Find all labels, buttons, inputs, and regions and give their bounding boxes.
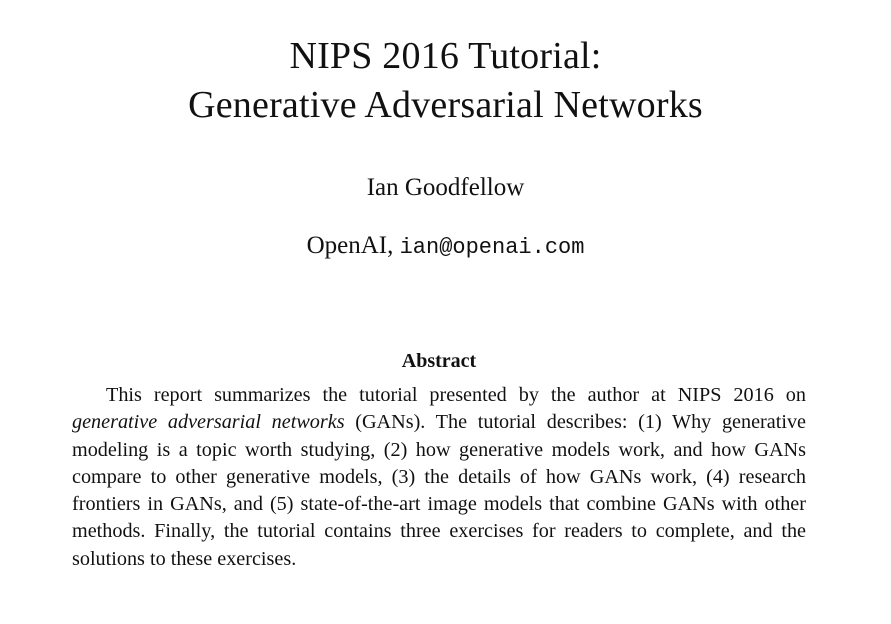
author-name: Ian Goodfellow <box>366 174 525 201</box>
paper-title-line-2: Generative Adversarial Networks <box>188 84 703 126</box>
abstract-text-part-1: This report summarizes the tutorial presented by the author at NIPS 2016 on <box>106 384 806 406</box>
abstract-emphasis: generative adversarial networks <box>72 411 345 434</box>
abstract-body <box>72 382 806 573</box>
author-email: ian@openai.com <box>399 235 585 260</box>
paper-title <box>0 32 891 130</box>
paper-title-line-1: NIPS 2016 Tutorial: <box>289 35 602 77</box>
abstract-text-part-2: (GANs). The tutorial describes: (1) Why generative modeling is a topic worth studying, (2) how generative models work, and how GANs compare to other generative models, (3) the details of how GANs work, (4) research frontiers in GANs, and (5) state-of-the-art image models that combine GANs with other methods. Finally, the tutorial contains three exercises for readers to complete, and the solutions to these exercises. <box>72 411 807 570</box>
author-affiliation <box>0 230 891 264</box>
abstract-heading: Abstract <box>401 350 477 372</box>
affiliation-org: OpenAI, <box>306 232 400 259</box>
